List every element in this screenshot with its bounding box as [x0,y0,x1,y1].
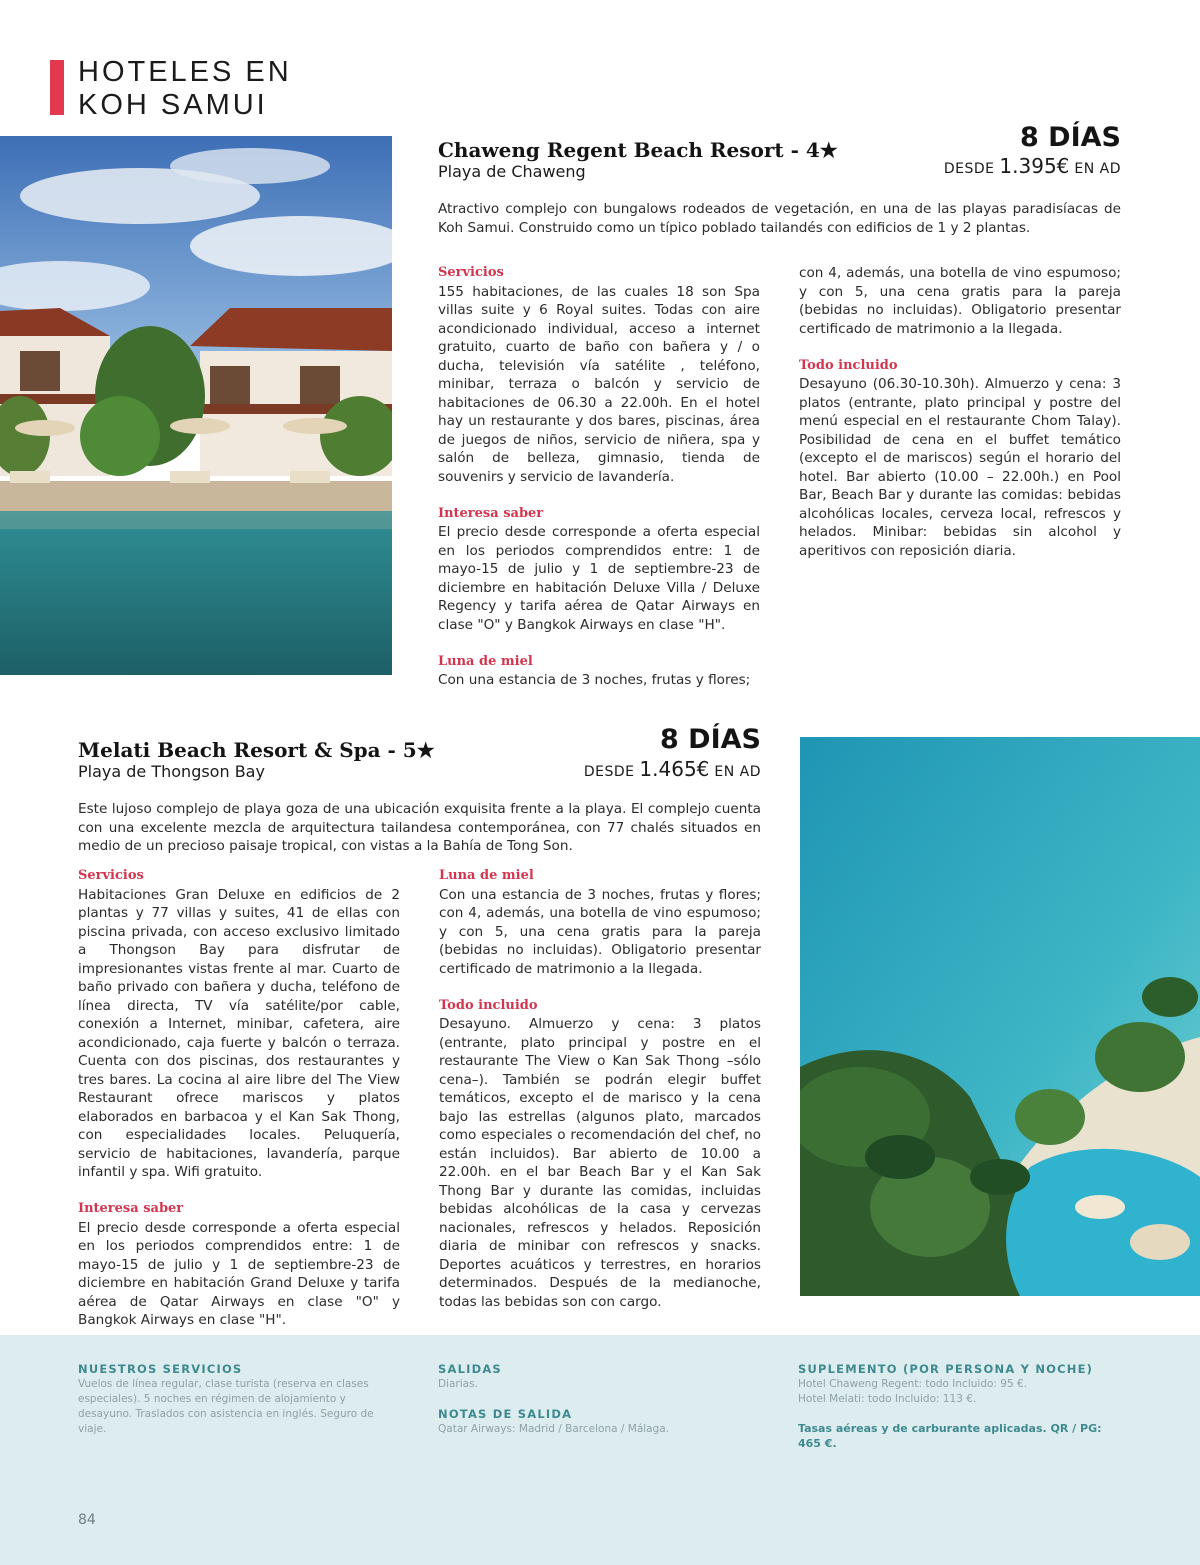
hotel1-price-suffix: EN AD [1074,161,1121,177]
footer-suplemento-heading: SUPLEMENTO (POR PERSONA Y NOCHE) [798,1362,1094,1376]
hotel1-column-left [438,264,760,690]
chaweng-resort-photo [0,136,392,675]
page-number: 84 [78,1512,96,1528]
hotel2-name: Melati Beach Resort & Spa - 5★ [78,738,435,762]
hotel1-price [944,154,1121,178]
hotel1-servicios-heading: Servicios [438,265,504,280]
hotel2-price-suffix: EN AD [714,764,761,780]
section-accent-bar [50,60,64,115]
hotel1-servicios-text: 155 habitaciones, de las cuales 18 son Spa villas suite y 6 Royal suites. Todas con aire acondicionado individual, acceso a internet gratuito, cuarto de baño con bañera y / o ducha, televisión vía satélite , teléfono, minibar, terraza o balcón y servicio de habitaciones de 06.30 a 22.00h. En el hotel hay un restaurante y dos bares, piscinas, área de juegos de niños, servicio de niñera, spa y salón de belleza, gimnasio, tienda de souvenirs y servicio de lavandería. [438,283,760,485]
footer-salidas [438,1361,758,1437]
hotel1-intro: Atractivo complejo con bungalows rodeados de vegetación, en una de las playas paradisíacas de Koh Samui. Construido como un típico poblado tailandés con edificios de 1 y 2 plantas. [438,201,1121,236]
footer-servicios [78,1361,403,1437]
section-title-line2: KOH SAMUI [78,89,268,121]
hotel2-column-right [439,867,761,1311]
hotel2-servicios-text: Habitaciones Gran Deluxe en edificios de 2 plantas y 77 villas y suites, 41 de ellas con piscina privada, con acceso exclusivo limitado a Thongson Bay para disfrutar de impresionantes vistas frente al mar. Cuarto de baño privado con bañera y ducha, teléfono de línea directa, TV vía satélite/por cable, conexión a Internet, minibar, cafetera, aire acondicionado, caja fuerte y balcón o terraza. Cuenta con dos piscinas, dos restaurantes y tres bares. La cocina al aire libre del The View Restaurant ofrece mariscos y platos elaborados en barbacoa y el Kan Sak Thong, con especialidades locales. Peluquería, servicio de habitaciones, lavandería, parque infantil y spa. Wifi gratuito. [78,886,400,1180]
hotel1-interesa-heading: Interesa saber [438,505,544,521]
hotel1-todo-text: Desayuno (06.30-10.30h). Almuerzo y cena: 3 platos (entrante, plato principal y postre del menú especial en el restaurante Chom Talay). Posibilidad de cena en el buffet temático (excepto el de mariscos) según el horario del hotel. Bar abierto (10.00 – 22.00h.) en Pool Bar, Beach Bar y durante las comidas: bebidas alcohólicas locales, cerveza local, refrescos y helados. Minibar: bebidas sin alcohol y aperitivos con reposición diaria. [799,376,1121,559]
hotel2-price [584,757,761,781]
hotel1-days: 8 DÍAS [1020,122,1121,153]
hotel1-beach: Playa de Chaweng [438,162,586,181]
hotel2-todo-text: Desayuno. Almuerzo y cena: 3 platos (entrante, plato principal y postre en el restaurante The View o Kan Sak Thong –sólo cena–). También se podrán elegir buffet temáticos, excepto el de marisco y la cena bajo las estrellas (algunos plato, marcados como especiales o recomendación del chef, no están incluidos). Bar abierto de 10.00 a 22.00h. en el bar Beach Bar y el Kan Sak Thong Bar y durante las comidas, incluidas bebidas alcohólicas de la casa y cervezas nacionales, refrescos y helados. Reposición diaria de minibar con refrescos y snacks. Deportes acuáticos y terrestres, en horarios determinados. Después de la medianoche, todas las bebidas son con cargo. [439,1016,761,1310]
hotel2-price-amount: 1.465€ [639,757,710,781]
hotel1-price-prefix: DESDE [943,161,995,177]
hotel1-column-right [799,264,1121,560]
hotel1-luna-heading: Luna de miel [438,653,533,669]
footer-servicios-text: Vuelos de línea regular, clase turista (reserva en clases especiales). 5 noches en régimen de alojamiento y desayuno. Traslados con asistencia en inglés. Seguro de viaje. [78,1378,374,1435]
hotel2-interesa-heading: Interesa saber [78,1201,184,1216]
footer-suplemento-line2: Hotel Melati: todo Incluido: 113 €. [798,1393,977,1405]
hotel1-luna-text: Con una estancia de 3 noches, frutas y flores; [438,672,751,688]
hotel2-servicios-heading: Servicios [78,868,144,883]
hotel2-days: 8 DÍAS [660,724,761,755]
hotel2-luna-text: Con una estancia de 3 noches, frutas y flores; con 4, además, una botella de vino espumoso; y con 5, una cena gratis para la pareja (bebidas no incluidas). Obligatorio presentar certificado de matrimonio a la llegada. [439,886,761,977]
footer-tasas: Tasas aéreas y de carburante aplicadas. QR / PG: 465 €. [798,1422,1102,1450]
hotel2-interesa-text: El precio desde corresponde a oferta especial en los periodos comprendidos entre: 1 de mayo-15 de julio y 1 de septiembre-23 de diciembre en habitación Grand Deluxe y tarifa aérea de Qatar Airways en clase "O" y Bangkok Airways en clase "H". [78,1219,400,1328]
footer-suplemento [798,1361,1128,1451]
hotel2-todo-heading: Todo incluido [439,997,538,1013]
hotel1-todo-heading: Todo incluido [799,357,898,373]
footer-salidas-text: Diarias. [438,1378,478,1390]
melati-resort-photo [800,737,1200,1296]
hotel2-column-left [78,867,400,1330]
footer-salidas-heading: SALIDAS [438,1362,502,1376]
hotel2-intro: Este lujoso complejo de playa goza de una ubicación exquisita frente a la playa. El complejo cuenta con una excelente mezcla de arquitectura tailandesa contemporánea, con 77 chalés situados en medio de un precioso paisaje tropical, con vistas a la Bahía de Tong Son. [78,801,761,854]
footer-servicios-heading: NUESTROS SERVICIOS [78,1362,243,1376]
hotel1-interesa-text: El precio desde corresponde a oferta especial en los periodos comprendidos entre: 1 de mayo-15 de julio y 1 de septiembre-23 de diciembre en habitación Deluxe Villa / Deluxe Regency y tarifa aérea de Qatar Airways en clase "O" y Bangkok Airways en clase "H". [438,524,760,633]
hotel2-luna-heading: Luna de miel [439,868,534,883]
hotel1-price-amount: 1.395€ [999,154,1070,178]
hotel1-name: Chaweng Regent Beach Resort - 4★ [438,138,838,162]
footer-notas-text: Qatar Airways: Madrid / Barcelona / Málaga. [438,1423,670,1435]
hotel1-luna-text-cont: con 4, además, una botella de vino espumoso; y con 5, una cena gratis para la pareja (bebidas no incluidas). Obligatorio presentar certificado de matrimonio a la llegada. [799,265,1121,337]
hotel2-beach: Playa de Thongson Bay [78,762,265,781]
footer-notas-heading: NOTAS DE SALIDA [438,1407,573,1421]
footer-suplemento-line1: Hotel Chaweng Regent: todo Incluido: 95 €. [798,1378,1027,1390]
section-title-line1: HOTELES EN [78,56,292,88]
footer-panel [0,1335,1200,1565]
hotel2-price-prefix: DESDE [583,764,635,780]
section-title [78,56,292,122]
